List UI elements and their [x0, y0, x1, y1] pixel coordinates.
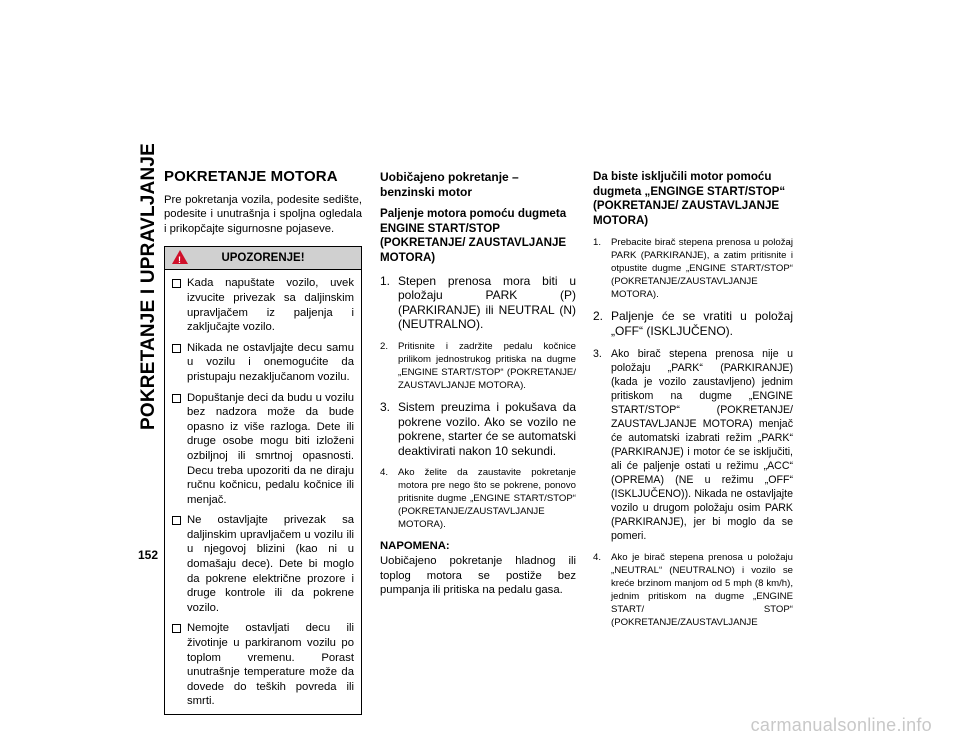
step-text: Ako je birač stepena prenosa u položaju „NEUTRAL“ (NEUTRALNO) i vozilo se kreće brzinom manjom od 5 mph (8 km/h), jednim pritiskom na dugme „ENGINE START/ STOP“ (POKRETANJE/ZAUSTAVLJANJE: [611, 551, 793, 628]
watermark-footer: carmanualsonline.info: [750, 715, 932, 735]
step-number: 1.: [380, 273, 391, 288]
warning-box: [164, 246, 362, 715]
warning-item: [172, 621, 354, 709]
list-item: [380, 400, 576, 458]
subsection-heading: Uobičajeno pokretanje – benzinski motor: [380, 170, 519, 199]
step-text: Stepen prenosa mora biti u položaju PARK (P) (PARKIRANJE) ili NEUTRAL (N) (NEUTRALNO).: [398, 273, 576, 332]
step-number: 3.: [380, 399, 391, 414]
note-title: NAPOMENA:: [380, 540, 450, 553]
list-item: [380, 466, 576, 531]
intro-paragraph: Pre pokretanja vozila, podesite sedište, podesite i unutrašnja i spoljna ogledala i prikopčajte sigurnosne pojaseve.: [164, 193, 362, 235]
warning-item-text: Kada napuštate vozilo, uvek izvucite privezak sa daljinskim upravljačem iz paljenja i zaključajte vozilo.: [187, 277, 354, 334]
step-text: Sistem preuzima i pokušava da pokrene vozilo. Ako se vozilo ne pokrene, starter će se automatski deaktivirati nakon 10 sekundi.: [398, 399, 576, 458]
step-text: Pritisnite i zadržite pedalu kočnice prilikom jednostrukog pritiska na dugme „ENGINE START/STOP“ (POKRETANJE/ ZAUSTAVLJANJE MOTORA).: [398, 340, 576, 391]
column-3: [593, 170, 793, 637]
procedure-heading: Da biste isključili motor pomoću dugmeta „ENGINGE START/STOP“ (POKRETANJE/ ZAUSTAVLJANJE MOTORA): [593, 170, 786, 227]
warning-item-text: Ne ostavljajte privezak sa daljinskim upravljačem u vozilu ili u njegovoj blizini (kao ni u domašaju dece). Dete bi moglo da pokrene električne prozore i druge kontrole ili da pokrene vozilo.: [187, 514, 354, 614]
list-item: [380, 274, 576, 332]
warning-item: [172, 513, 354, 615]
list-item: [593, 309, 793, 338]
warning-item-text: Nemojte ostavljati decu ili životinje u parkiranom vozilu po toplom vremenu. Porast unutrašnje temperature može da dovede do teških povreda ili smrti.: [187, 622, 354, 708]
step-text: Ako birač stepena prenosa nije u položaju „PARK“ (PARKIRANJE) (kada je vozilo zaustavljeno) jednim pritiskom na dugme „ENGINE START/STOP“ (POKRETANJE/ ZAUSTAVLJANJE MOTORA) menjač će automatski izabrati režim „PARK“ (PARKIRANJE) i motor će se isključiti, ali će paljenje ostati u režimu „ACC“ (OPREMA) (NE u režimu „OFF“ (ISKLJUČENO)). Nikada ne ostavljajte vozilo u drugom položaju osim PARK (PARKIRANJE), jer bi moglo da se pomeri.: [611, 347, 793, 542]
warning-title: UPOZORENJE!: [221, 252, 305, 265]
step-text: Prebacite birač stepena prenosa u položaj PARK (PARKIRANJE), a zatim pritisnite i otpustite dugme „ENGINE START/STOP“ (POKRETANJE/ZAUSTAVLJANJE MOTORA).: [611, 237, 793, 301]
list-item: [593, 236, 793, 301]
warning-header: [165, 247, 361, 270]
warning-item-text: Nikada ne ostavljajte decu samu u vozilu i onemogućite da pristupaju nezaključanom vozilu.: [187, 341, 354, 383]
page-number: 152: [138, 548, 159, 562]
section-title: POKRETANJE MOTORA: [164, 168, 338, 185]
checkbox-bullet-icon: [172, 279, 181, 288]
list-item: [593, 551, 793, 629]
checkbox-bullet-icon: [172, 344, 181, 353]
warning-item: [172, 391, 354, 508]
warning-item: [172, 276, 354, 334]
procedure-heading: Paljenje motora pomoću dugmeta ENGINE START/STOP (POKRETANJE/ ZAUSTAVLJANJE MOTORA): [380, 207, 567, 264]
step-number: 4.: [380, 467, 389, 479]
step-number: 1.: [593, 237, 602, 249]
chapter-side-title-text: POKRETANJE I UPRAVLJANJE: [138, 142, 159, 430]
warning-exclamation-mark: !: [178, 255, 181, 266]
step-text: Ako želite da zaustavite pokretanje motora pre nego što se pokrene, ponovo pritisnite dugme „ENGINE START/STOP“ (POKRETANJE/ZAUSTAVLJANJE MOTORA).: [398, 467, 576, 531]
warning-item: [172, 341, 354, 385]
column-2: [380, 170, 576, 598]
list-item: [593, 347, 793, 543]
list-item: [380, 340, 576, 392]
step-number: 2.: [593, 309, 604, 324]
step-number: 3.: [593, 347, 602, 360]
step-text: Paljenje će se vratiti u položaj „OFF“ (ISKLJUČENO).: [611, 309, 793, 338]
step-number: 2.: [380, 340, 389, 352]
note-text: Uobičajeno pokretanje hladnog ili toplog motora se postiže bez pumpanja ili pritiska na pedalu gasa.: [380, 554, 576, 597]
column-1: [164, 170, 362, 715]
checkbox-bullet-icon: [172, 394, 181, 403]
step-number: 4.: [593, 551, 602, 563]
checkbox-bullet-icon: [172, 516, 181, 525]
checkbox-bullet-icon: [172, 624, 181, 633]
warning-item-text: Dopuštanje deci da budu u vozilu bez nadzora može da bude opasno iz više razloga. Dete ili druge osobe mogu biti izloženi ozbiljnoj ili smrtnoj opasnosti. Decu treba upozoriti da ne diraju ručnu kočnicu, pedalu kočnice ili menjač.: [187, 391, 354, 506]
